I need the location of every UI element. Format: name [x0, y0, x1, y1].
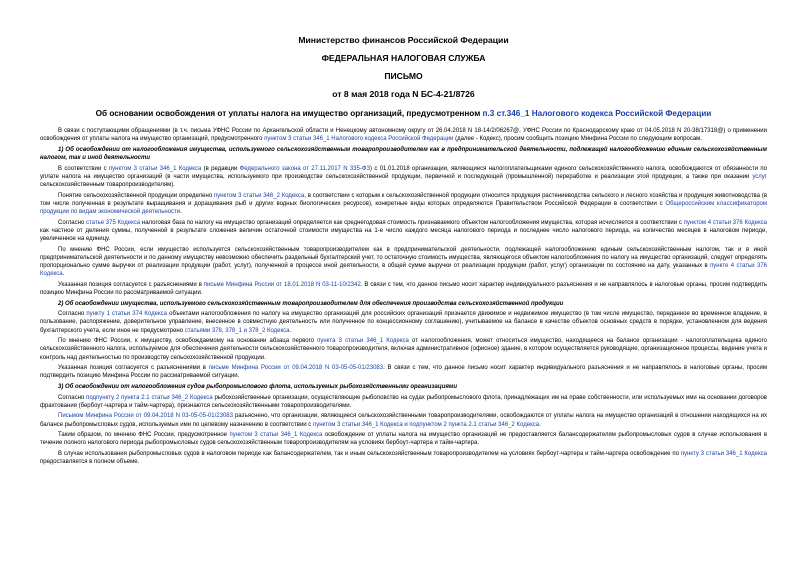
ministry-heading: Министерство финансов Российской Федерации — [298, 35, 509, 45]
s3-paragraph-1: Согласно подпункту 2 пункта 2.1 статьи 346_2 Кодекса рыбохозяйственные организации, осуществляющие рыболовство на судах рыбопромыслового флота, принадлежащих им на праве собственности, или используемых ими на основании договоров фрахтования (бербоут-чартера и тайм-чартера), признаются сельскохозяйственными товаропроизводителями. — [40, 394, 767, 409]
s1-paragraph-3: Согласно статье 375 Кодекса налоговая база по налогу на имущество организаций определяется как среднегодовая стоимость признаваемого объектом налогообложения имущества, которая исчисляется в соответствии с пунктом 4 статьи 376 Кодекса как частное от деления суммы, полученной в результате сложения величин остаточной стоимости имущества на 1-е число каждого месяца налогового периода и последнее число налогового периода, на количество месяцев в налоговом периоде, увеличенное на единицу. — [40, 219, 768, 242]
s2-p1-link-2[interactable]: статьями 378, 378_1 и 378_2 Кодекса — [184, 327, 290, 334]
s2-paragraph-2: По мнению ФНС России, к имуществу, освобождаемому на основании абзаца первого пункта 3 статьи 346_1 Кодекса от налогообложения, может относиться имущество, находящееся на балансе организации - налогоплательщика единого сельскохозяйственного налога, используемое для обеспечения деятельности сельскохозяйственного товаропроизводителя, включая административное (офисное) здание, в котором осуществляется руководящие, организационное процессы, ведение учета и контроль над деятельностью по производству сельскохозяйственной продукции. — [40, 338, 768, 361]
s3-paragraph-2: Письмом Минфина России от 09.04.2018 N 03-05-05-01/23083 разъяснено, что организации, являющиеся сельскохозяйственными товаропроизводителями, освобождаются от уплаты налога на имущество организаций в отношении находящихся на их балансе рыбопромысловых судов, используемых ими по целевому назначению в соответствии с пунктом 3 статьи 346_1 Кодекса и подпунктом 2 пункта 2.1 статьи 346_2 Кодекса. — [40, 413, 767, 428]
s1-p2-link-2[interactable]: Общероссийским классификатором продукции по видам экономической деятельности — [40, 200, 768, 215]
s1-p2-link-1[interactable]: пунктом 3 статьи 346_2 Кодекса — [213, 192, 305, 199]
document-type: ПИСЬМО — [384, 71, 423, 81]
s1-paragraph-1: В соответствии с пунктом 3 статьи 346_1 Кодекса (в редакции Федерального закона от 27.11.2017 N 335-ФЗ) с 01.01.2018 организации, являющиеся налогоплательщиками единого сельскохозяйственного налога, освобождаются от обязанности по уплате налога на имущество организаций (в части имущества, используемого при производстве сельскохозяйственной продукции, первичной и последующей (промышленной) переработке и реализации этой продукции, а также при оказании услуг сельскохозяйственным товаропроизводителям). — [40, 165, 768, 188]
document-date-number: от 8 мая 2018 года N БС-4-21/8726 — [332, 89, 475, 99]
letter-subject: Об основании освобождения от уплаты налога на имущество организаций, предусмотренном п.3 ст.346_1 Налогового кодекса Российской Федерации — [95, 109, 712, 118]
s1-p5-link-1[interactable]: письме Минфина России от 18.01.2018 N 03-11-10/2342 — [203, 281, 361, 288]
s3-p2-link-1[interactable]: Письмом Минфина России от 09.04.2018 N 03-05-05-01/23083 — [58, 413, 233, 420]
s2-paragraph-1: Согласно пункту 1 статьи 374 Кодекса объектами налогообложения по налогу на имущество организаций для российских организаций признается движимое и недвижимое имущество (в том числе имущество, переданное во временное владение, в пользование, распоряжение, доверительное управление, внесенное в совместную деятельность или полученное по концессионному соглашению), учитываемое на балансе в качестве объектов основных средств в порядке, установленном для ведения бухгалтерского учета, если иное не предусмотрено статьями 378, 378_1 и 378_2 Кодекса. — [40, 311, 767, 334]
s2-p3-link-1[interactable]: письме Минфина России от 09.04.2018 N 03-05-05-01/23083 — [208, 365, 384, 372]
s3-p3-link-1[interactable]: пунктом 3 статьи 346_1 Кодекса — [229, 432, 323, 439]
s2-p1-link-1[interactable]: пункту 1 статьи 374 Кодекса — [86, 311, 168, 318]
section-2-title: 2) Об освобождении имущества, используемого сельскохозяйственным товаропроизводителем для обеспечения производства сельскохозяйственной продукции — [58, 300, 564, 307]
section-3-title: 3) Об освобождении от налогообложения судов рыбопромыслового флота, используемых рыбохозяйственными организациями — [58, 383, 458, 390]
subject-link[interactable]: п.3 ст.346_1 Налогового кодекса Российской Федерации — [482, 109, 712, 118]
s1-p1-link-3[interactable]: услуг — [752, 173, 767, 180]
service-heading: ФЕДЕРАЛЬНАЯ НАЛОГОВАЯ СЛУЖБА — [321, 53, 486, 63]
s3-p4-link-1[interactable]: пункту 3 статьи 346_1 Кодекса — [680, 450, 767, 457]
s1-p1-link-1[interactable]: пунктом 3 статьи 346_1 Кодекса — [108, 165, 202, 172]
s1-paragraph-4: По мнению ФНС России, если имущество используется сельскохозяйственным товаропроизводителем как в предпринимательской деятельности, подлежащей налогообложению единым сельскохозяйственным налогом, так и в иной предпринимательской деятельности и по данному имуществу невозможно обеспечить раздельный бухгалтерский учет, то остаточную стоимость имущества, являющегося объектом налогообложения по налогу на имущество организаций, следует определять пропорционально сумме выручки от реализации продукции (работ, услуг), полученной в процессе иной деятельности, в общей сумме выручки от реализации продукции (работ, услуг) организации по состоянию на дату, указанных в пункте 4 статьи 376 Кодекса. — [40, 246, 767, 278]
s2-paragraph-3: Указанная позиция согласуется с разъяснениями в письме Минфина России от 09.04.2018 N 03-05-05-01/23083. В связи с тем, что данное письмо носит характер индивидуального разъяснения и не направлялось в налоговые органы, просим подтвердить позицию Минфина России по рассматриваемой ситуации. — [40, 365, 768, 380]
s1-paragraph-5: Указанная позиция согласуется с разъяснениями в письме Минфина России от 18.01.2018 N 03-11-10/2342. В связи с тем, что данное письмо носит характер индивидуального разъяснения и не направлялось в налоговые органы, просим подтвердить позицию Минфина России по рассматриваемой ситуации. — [40, 281, 767, 296]
s3-p1-link-1[interactable]: подпункту 2 пункта 2.1 статьи 346_2 Кодекса — [86, 394, 213, 401]
intro-link[interactable]: пунктом 3 статьи 346_1 Налогового кодекса Российской Федерации — [264, 136, 454, 143]
section-1-title: 1) Об освобождении от налогообложения имущества, используемого сельскохозяйственным товаропроизводителем как в предпринимательской деятельности, подлежащей налогообложению единым сельскохозяйственным налогом, так и иной деятельности — [40, 146, 767, 161]
s1-p1-link-2[interactable]: Федерального закона от 27.11.2017 N 335-ФЗ — [239, 165, 371, 172]
s1-p3-link-1[interactable]: статье 375 Кодекса — [85, 219, 141, 226]
s3-paragraph-3: Таким образом, по мнению ФНС России, предусмотренное пунктом 3 статьи 346_1 Кодекса освобождение от уплаты налога на имущество организаций не предоставляется балансодержателям рыбопромысловых судов в случае использования в течение полного налогового периода рыбопромысловых судов сельскохозяйственным товаропроизводителям на условиях бербоут-чартера и тайм-чартера. — [40, 432, 768, 447]
s1-p3-link-2[interactable]: пунктом 4 статьи 376 Кодекса — [683, 219, 768, 226]
letter-body — [40, 127, 767, 466]
s2-p2-link-1[interactable]: пункта 3 статьи 346_1 Кодекса — [317, 338, 409, 345]
s3-p2-link-2[interactable]: пунктом 3 статьи 346_1 Кодекса и подпунктом 2 пункта 2.1 статьи 346_2 Кодекса — [312, 421, 540, 428]
s1-p4-link-1[interactable]: пункте 4 статьи 376 Кодекса — [40, 263, 767, 278]
intro-paragraph: В связи с поступающими обращениями (в т.ч. письма УФНС России по Архангельской области и Ненецкому автономному округу от 26.04.2018 N 18-14/2/06267@, УФНС России по Краснодарскому краю от 04.05.2018 N 20-38/17318@) о применении освобождения от уплаты налога на имущество организаций, предусмотренного пунктом 3 статьи 346_1 Налогового кодекса Российской Федерации (далее - Кодекс), просим сообщить позицию Минфина России по следующим вопросам. — [40, 128, 767, 143]
s1-paragraph-2: Понятие сельскохозяйственной продукции определено пунктом 3 статьи 346_2 Кодекса, в соответствии с которым к сельскохозяйственной продукции относится продукция растениеводства сельского и лесного хозяйства и продукция животноводства (в том числе полученная в результате выращивания и доращивания рыб и других водных биологических ресурсов), конкретные виды которых определяются Правительством Российской Федерации в соответствии с Общероссийским классификатором продукции по видам экономической деятельности. — [40, 192, 768, 215]
s3-paragraph-4: В случае использования рыбопромысловых судов в налоговом периоде как балансодержателем, так и иным сельскохозяйственным товаропроизводителем на условиях бербоут-чартера и тайм-чартера освобождение по пункту 3 статьи 346_1 Кодекса предоставляется в полном объеме. — [40, 450, 767, 466]
